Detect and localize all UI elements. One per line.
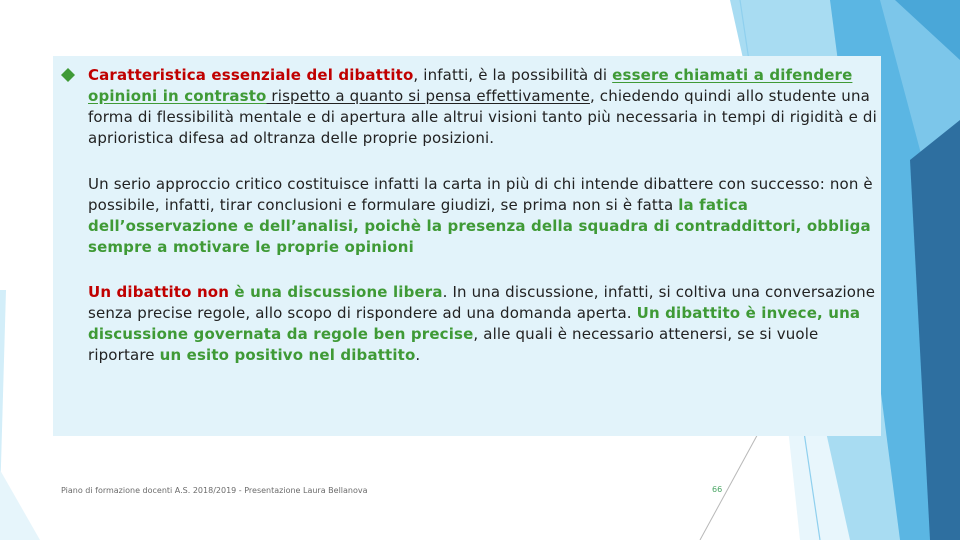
right-line-2 xyxy=(700,430,760,540)
paragraph-essential-characteristic xyxy=(88,65,878,149)
paragraph-critical-approach xyxy=(88,174,878,258)
left-bottom-shape xyxy=(0,470,40,540)
p1-text-2: , chiedendo quindi allo studente una forma di flessibilità mentale e di apertura alle altrui visioni tanto più necessaria in tempi di rigidità e di aprioristica difesa ad oltranza delle proprie posizioni. xyxy=(88,87,877,147)
footer-text: Piano di formazione docenti A.S. 2018/2019 - Presentazione Laura Bellanova xyxy=(61,486,368,495)
p1-underlined-text: rispetto a quanto si pensa effettivamente xyxy=(266,87,590,105)
left-accent-shape xyxy=(0,290,6,500)
p3-text-2: , alle quali è necessario attenersi, se si vuole riportare xyxy=(88,325,819,364)
p3-highlight-red: Un dibattito non xyxy=(88,283,230,301)
page-number: 66 xyxy=(712,485,723,494)
p3-highlight-green-3: un esito positivo nel dibattito xyxy=(159,346,416,364)
p1-highlight-green-underlined: essere chiamati a difendere opinioni in contrasto xyxy=(88,66,853,105)
p2-highlight-green: la fatica dell’osservazione e dell’analisi, poichè la presenza della squadra di contraddittori, obbliga sempre a motivare le proprie opinioni xyxy=(88,196,871,256)
p3-highlight-green-1: è una discussione libera xyxy=(229,283,443,301)
p1-text-1: , infatti, è la possibilità di xyxy=(413,66,613,84)
p3-highlight-green-2: Un dibattito è invece, una discussione governata da regole ben precise xyxy=(88,304,861,343)
paragraph-debate-vs-discussion xyxy=(88,282,878,366)
diamond-bullet-icon xyxy=(61,68,75,82)
p1-highlight-red: Caratteristica essenziale del dibattito xyxy=(88,66,414,84)
p3-text-3: . xyxy=(415,346,421,364)
p3-text-1: . In una discussione, infatti, si coltiva una conversazione senza precise regole, allo scopo di rispondere ad una domanda aperta. xyxy=(88,283,876,322)
p2-text-1: Un serio approccio critico costituisce infatti la carta in più di chi intende dibattere con successo: non è possibile, infatti, tirar conclusioni e formulare giudizi, se prima non si è fatta xyxy=(88,175,873,214)
content-box xyxy=(53,56,881,436)
